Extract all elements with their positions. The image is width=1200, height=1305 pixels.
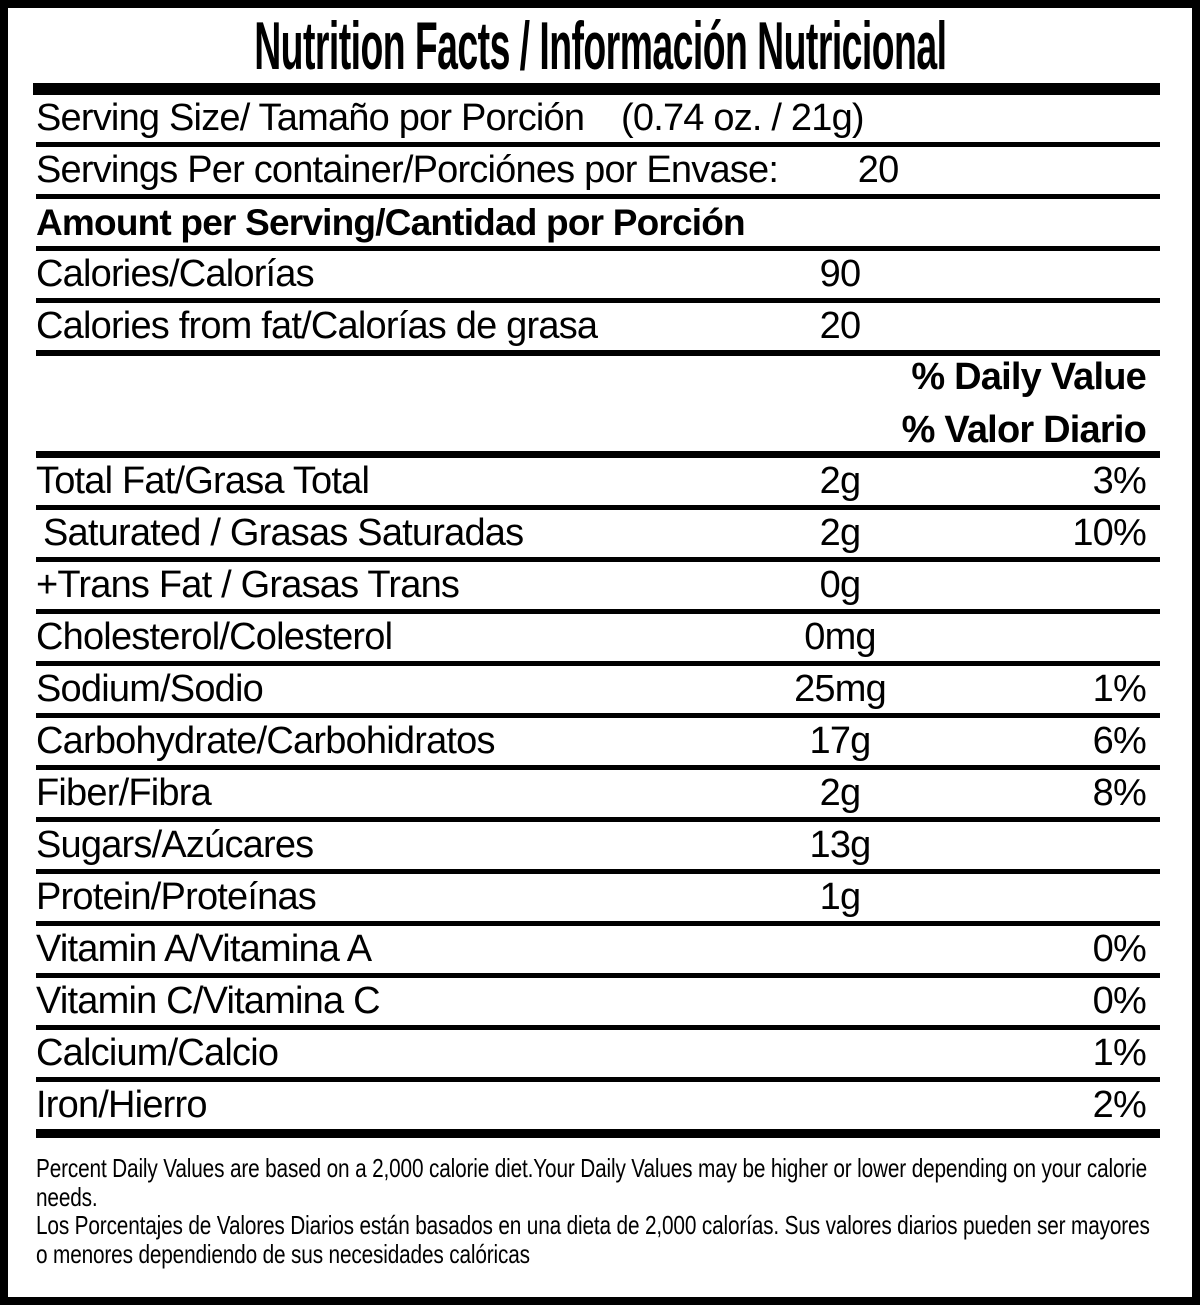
label-title: Nutrition Facts / Información Nutricional [253, 7, 947, 84]
servings-per-container-row [36, 147, 1160, 199]
nutrient-amount: 0mg [804, 616, 876, 658]
nutrient-label: Total Fat/Grasa Total [36, 460, 370, 502]
footnote [36, 1138, 1160, 1268]
nutrient-amount: 2g [819, 772, 861, 814]
nutrient-row [36, 458, 1160, 510]
nutrient-daily-value: 10% [1072, 512, 1146, 554]
nutrient-row [36, 718, 1160, 770]
nutrient-row [36, 874, 1160, 926]
daily-value-header [36, 356, 1160, 458]
calories-from-fat-row [36, 303, 1160, 356]
label-header [8, 8, 1192, 83]
nutrient-amount: 2g [819, 512, 861, 554]
nutrient-row [36, 1082, 1160, 1138]
nutrient-label: Sodium/Sodio [36, 668, 263, 710]
nutrient-label: Protein/Proteínas [36, 876, 317, 918]
calories-value: 90 [819, 253, 861, 295]
nutrient-label: Iron/Hierro [36, 1084, 207, 1126]
calories-label: Calories/Calorías [36, 253, 314, 295]
nutrient-amount: 17g [809, 720, 871, 762]
nutrient-amount: 13g [809, 824, 871, 866]
serving-size-value: (0.74 oz. / 21g) [621, 97, 864, 139]
daily-value-header-spanish: % Valor Diario [901, 408, 1146, 451]
nutrient-daily-value: 6% [1092, 720, 1146, 762]
nutrients-table [36, 458, 1160, 1138]
calories-from-fat-label: Calories from fat/Calorías de grasa [36, 305, 598, 347]
amount-per-serving-header: Amount per Serving/Cantidad por Porción [36, 201, 745, 243]
nutrient-label: Vitamin C/Vitamina C [36, 980, 380, 1022]
nutrient-row [36, 510, 1160, 562]
title-divider-bar [33, 83, 1160, 95]
nutrient-amount: 1g [819, 876, 861, 918]
serving-size-label: Serving Size/ Tamaño por Porción [36, 97, 585, 139]
nutrient-row [36, 822, 1160, 874]
nutrient-daily-value: 1% [1092, 1032, 1146, 1074]
nutrient-label: Sugars/Azúcares [36, 824, 314, 866]
nutrient-daily-value: 3% [1092, 460, 1146, 502]
nutrient-row [36, 614, 1160, 666]
nutrient-row [36, 562, 1160, 614]
nutrient-row [36, 1030, 1160, 1082]
serving-size-row [36, 95, 1160, 147]
amount-per-serving-header-row [36, 199, 1160, 251]
nutrient-label: Vitamin A/Vitamina A [36, 928, 372, 970]
nutrient-label: Saturated / Grasas Saturadas [43, 512, 524, 554]
nutrient-amount: 0g [819, 564, 861, 606]
calories-row [36, 251, 1160, 303]
nutrient-daily-value: 0% [1092, 928, 1146, 970]
nutrient-label: Fiber/Fibra [36, 772, 211, 814]
nutrient-amount: 2g [819, 460, 861, 502]
nutrient-row [36, 978, 1160, 1030]
nutrient-label: Carbohydrate/Carbohidratos [36, 720, 495, 762]
nutrient-daily-value: 8% [1092, 772, 1146, 814]
servings-per-container-value: 20 [857, 149, 899, 191]
nutrient-label: Cholesterol/Colesterol [36, 616, 393, 658]
footnote-spanish: Los Porcentajes de Valores Diarios están basados en una dieta de 2,000 calorías. Sus valores diarios pueden ser mayores o menores dependiendo de sus necesidades calóricas [36, 1210, 1150, 1269]
footnote-english: Percent Daily Values are based on a 2,000 calorie diet.Your Daily Values may be higher or lower depending on your calorie needs. [36, 1153, 1148, 1212]
servings-per-container-label: Servings Per container/Porciónes por Envase: [36, 149, 779, 191]
nutrient-daily-value: 0% [1092, 980, 1146, 1022]
nutrient-row [36, 770, 1160, 822]
nutrient-daily-value: 2% [1092, 1084, 1146, 1126]
nutrient-row [36, 926, 1160, 978]
calories-from-fat-value: 20 [819, 305, 861, 347]
nutrient-daily-value: 1% [1092, 668, 1146, 710]
nutrient-label: +Trans Fat / Grasas Trans [36, 564, 460, 606]
nutrient-row [36, 666, 1160, 718]
daily-value-header-english: % Daily Value [911, 355, 1146, 398]
nutrient-amount: 25mg [794, 668, 886, 710]
nutrient-label: Calcium/Calcio [36, 1032, 279, 1074]
